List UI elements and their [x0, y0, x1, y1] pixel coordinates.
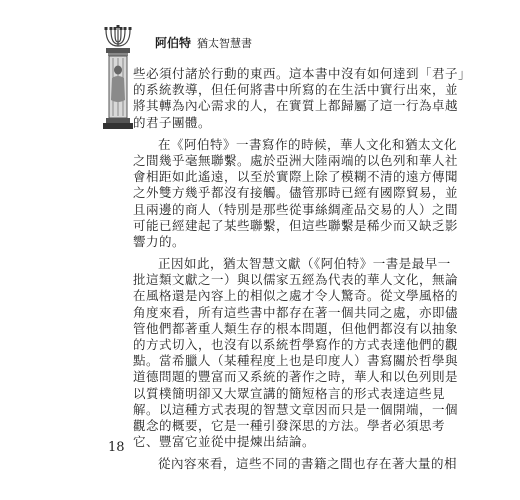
text-line: 批這類文獻之一）與以儒家五經為代表的華人文化，無論: [133, 272, 459, 288]
text-line: 角度來看，所有這些書中都存在著一個共同之處，亦即儘: [133, 304, 459, 320]
text-line: 的君子團體。: [133, 114, 212, 130]
text-line: 的方式切入，也沒有以系統哲學寫作的方式表達他們的觀: [133, 337, 459, 352]
page-number: 18: [108, 440, 125, 455]
text-line: 在《阿伯特》一書寫作的時候，華人文化和猶太文化: [158, 136, 458, 152]
text-line: 些必須付諸於行動的東西。這本書中沒有如何達到「君子」: [133, 66, 472, 81]
text-line: 從內容來看，這些不同的書籍之間也存在著大量的相: [158, 456, 458, 472]
text-line: 在風格還是內容上的相似之處才令人驚奇。從文學風格的: [133, 288, 459, 304]
text-line: 且兩邊的商人（特別是那些從事絲綢產品交易的人）之間: [133, 201, 459, 217]
text-line: 之間幾乎毫無聯繫。處於亞洲大陸兩端的以色列和華人社: [133, 152, 459, 168]
text-line: 解。以這種方式表現的智慧文章因而只是一個開端，一個: [133, 401, 459, 417]
text-line: 以質樸簡明卻又大眾宣講的簡短格言的形式表達這些見: [133, 385, 446, 401]
text-line: 觀念的概要，它是一種引發深思的方法。學者必須思考: [133, 417, 446, 433]
book-title: 阿伯特: [155, 36, 192, 50]
series-title: 猶太智慧書: [197, 37, 253, 50]
running-header: [155, 36, 252, 51]
text-line: 會相距如此遙遠，以至於實際上除了模糊不清的遠方傳聞: [133, 169, 459, 185]
text-line: 的系統教導，但任何將書中所寫的在生活中實行出來，並: [133, 82, 459, 98]
text-line: 正因如此，猶太智慧文獻（《阿伯特》一書是最早一: [158, 256, 451, 272]
body-text: [133, 66, 472, 473]
text-line: 道德問題的豐富而又系統的著作之時，華人和以色列則是: [133, 369, 459, 385]
text-line: 它、豐富它並從中提煉出結論。: [133, 434, 316, 450]
text-line: 響力的。: [133, 233, 186, 249]
text-line: 點。當希臘人（某種程度上也是印度人）書寫關於哲學與: [133, 353, 459, 369]
text-line: 可能已經建起了某些聯繫，但這些聯繫是稀少而又缺乏影: [133, 217, 459, 233]
text-line: 管他們都著重人類生存的根本問題，但他們都沒有以抽象: [133, 320, 459, 336]
text-line: 之外雙方幾乎都沒有接觸。儘管那時已經有國際貿易，並: [133, 185, 459, 201]
text-line: 將其轉為內心需求的人，在實質上都歸屬了這一行為卓越: [133, 98, 459, 114]
